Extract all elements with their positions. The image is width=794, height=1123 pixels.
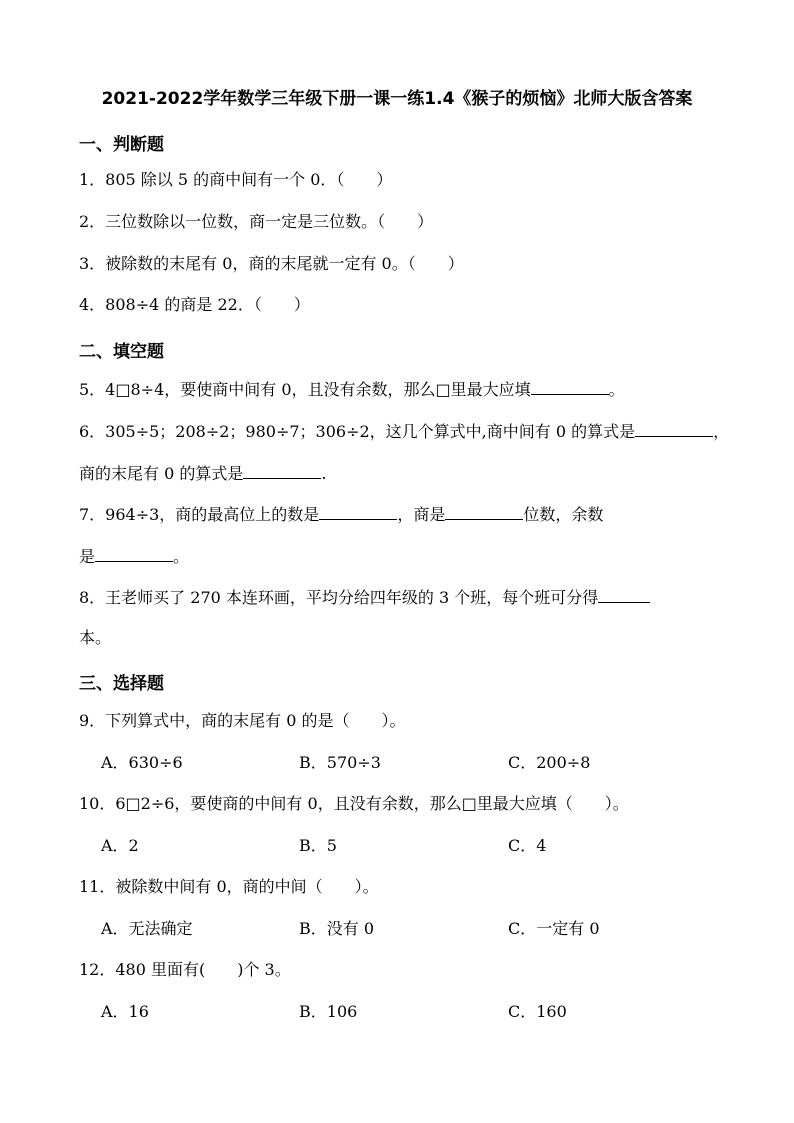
answer-blank[interactable] xyxy=(95,545,173,562)
question-7-text: 7．964÷3，商的最高位上的数是 xyxy=(79,505,320,524)
question-3: 3．被除数的末尾有 0，商的末尾就一定有 0。（ ） xyxy=(79,254,464,273)
question-5-text: 5．4□8÷4，要使商中间有 0，且没有余数，那么□里最大应填 xyxy=(79,380,531,399)
document-title: 2021-2022学年数学三年级下册一课一练1.4《猴子的烦恼》北师大版含答案 xyxy=(101,89,693,109)
question-12-option-b[interactable]: B．106 xyxy=(299,1002,358,1021)
question-7-line-1 xyxy=(79,503,603,526)
question-1: 1．805 除以 5 的商中间有一个 0．（ ） xyxy=(79,170,393,189)
question-4: 4．808÷4 的商是 22．（ ） xyxy=(79,295,310,314)
question-10: 10．6□2÷6，要使商的中间有 0，且没有余数，那么□里最大应填（ ）。 xyxy=(79,794,629,813)
question-8-line-1 xyxy=(79,586,650,609)
question-8-line-2: 本。 xyxy=(79,628,112,647)
section-heading-multiple-choice: 三、选择题 xyxy=(79,674,164,694)
answer-blank[interactable] xyxy=(531,378,609,395)
question-12-option-a[interactable]: A．16 xyxy=(101,1002,149,1021)
section-heading-judgment: 一、判断题 xyxy=(79,135,164,155)
answer-blank[interactable] xyxy=(319,503,397,520)
question-11: 11．被除数中间有 0，商的中间（ ）。 xyxy=(79,877,379,896)
question-6-line-2 xyxy=(79,462,326,485)
question-7-text-4: 是 xyxy=(79,547,96,566)
question-6-text: 6．305÷5；208÷2；980÷7；306÷2，这几个算式中,商中间有 0 的算式是 xyxy=(79,422,636,441)
question-10-option-c[interactable]: C．4 xyxy=(508,836,547,855)
question-2: 2．三位数除以一位数，商一定是三位数。（ ） xyxy=(79,212,434,231)
question-11-option-a[interactable]: A．无法确定 xyxy=(101,919,193,938)
question-7-line-2 xyxy=(79,545,189,568)
question-6-line-1 xyxy=(79,420,729,443)
question-7-end: 。 xyxy=(173,547,190,566)
section-heading-fill-blank: 二、填空题 xyxy=(79,342,164,362)
question-6-comma: ， xyxy=(713,422,730,441)
question-12-option-c[interactable]: C．160 xyxy=(508,1002,567,1021)
answer-blank[interactable] xyxy=(445,503,523,520)
question-8-text: 8．王老师买了 270 本连环画，平均分给四年级的 3 个班，每个班可分得 xyxy=(79,588,599,607)
question-9-option-c[interactable]: C．200÷8 xyxy=(508,753,591,772)
answer-blank[interactable] xyxy=(243,462,321,479)
question-11-option-c[interactable]: C．一定有 0 xyxy=(508,919,600,938)
question-9-option-a[interactable]: A．630÷6 xyxy=(101,753,183,772)
question-9-option-b[interactable]: B．570÷3 xyxy=(299,753,381,772)
question-10-option-b[interactable]: B．5 xyxy=(299,836,337,855)
answer-blank[interactable] xyxy=(635,420,713,437)
question-11-option-b[interactable]: B．没有 0 xyxy=(299,919,375,938)
question-12: 12．480 里面有( )个 3。 xyxy=(79,960,291,979)
question-10-option-a[interactable]: A．2 xyxy=(101,836,139,855)
question-7-text-3: 位数，余数 xyxy=(523,505,604,524)
question-5-end: 。 xyxy=(608,380,625,399)
question-7-text-2: ，商是 xyxy=(397,505,446,524)
answer-blank[interactable] xyxy=(598,586,650,603)
question-6-end: . xyxy=(321,464,327,483)
question-9: 9．下列算式中，商的末尾有 0 的是（ ）。 xyxy=(79,711,406,730)
question-5 xyxy=(79,378,625,401)
question-6-text-2: 商的末尾有 0 的算式是 xyxy=(79,464,244,483)
